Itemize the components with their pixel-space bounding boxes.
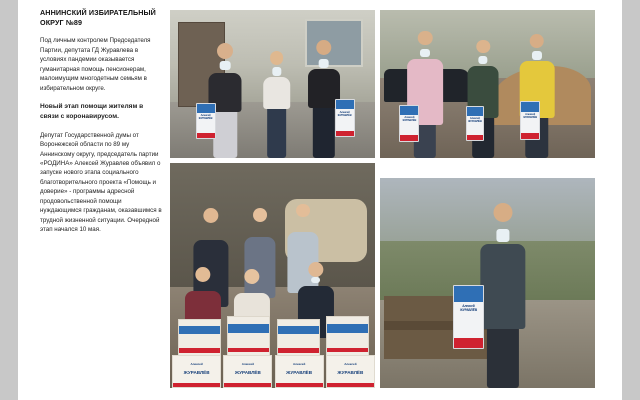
paragraph-body: Депутат Государственной думы от Воронежской области по 89 му Аннинскому округу, председатель партии «РОДИНА» Алексей Журавлев объявил о запуске нового этапа социального благотворительного проекта «Помощь и доверие» - программы адресной продовольственной помощи нуждающимся гражданам, оказавшимся в трудной жизненной ситуации. Очередной этап начался 10 мая. bbox=[40, 131, 162, 233]
photo1-person-middle-mask bbox=[272, 67, 281, 76]
photo2-person-middle-head bbox=[476, 40, 489, 53]
paragraph-intro: Под личным контролем Председателя Партии, депутата ГД Журавлева в условиях пандемии оказывается гуманитарная помощь пенсионерам, малоимущим многодетным семьям в избирательном округе. bbox=[40, 37, 151, 92]
food-package-box bbox=[277, 319, 320, 357]
page-content bbox=[40, 8, 600, 392]
photo2-person-left-mask bbox=[420, 49, 430, 58]
photo1-person-left-legs bbox=[214, 112, 237, 158]
photo1-person-left-mask bbox=[220, 61, 231, 70]
photo2-person-left-head bbox=[418, 31, 433, 46]
photo-three-volunteers-with-aid-bags bbox=[170, 10, 375, 158]
photo2-person-right-head bbox=[530, 34, 545, 49]
photo4-person-legs bbox=[486, 329, 518, 388]
photo2-person-left bbox=[397, 31, 453, 158]
branded-sack: Алексей ЖУРАВЛЁВ bbox=[172, 355, 221, 389]
page-title: АННИНСКИЙ ИЗБИРАТЕЛЬНЫЙ ОКРУГ №89 bbox=[40, 8, 156, 27]
photo2-person-middle bbox=[457, 40, 509, 158]
aid-bag: Алексей ЖУРАВЛЁВ bbox=[520, 101, 540, 140]
photo4-person-head bbox=[493, 203, 512, 222]
photo-family-with-food-packages bbox=[170, 163, 375, 388]
aid-bag: Алексей ЖУРАВЛЁВ bbox=[196, 103, 216, 140]
photo1-person-middle-legs bbox=[267, 109, 287, 158]
photo1-person-middle-head bbox=[270, 51, 284, 65]
photo2-person-middle-mask bbox=[479, 56, 488, 64]
food-package-box bbox=[326, 316, 369, 356]
photo2-person-right-mask bbox=[532, 51, 542, 60]
photo3-person-front-middle-head bbox=[244, 269, 259, 284]
photo3-person-front-right-head bbox=[308, 262, 323, 277]
photo3-person-back-right-head bbox=[296, 204, 310, 218]
text-column bbox=[40, 8, 162, 243]
photo3-person-front-right-mask bbox=[311, 277, 321, 283]
photo1-person-right-head bbox=[316, 40, 331, 55]
photo1-person-left-head bbox=[217, 43, 233, 59]
photo2-person-right bbox=[509, 34, 565, 158]
branded-sack: Алексей ЖУРАВЛЁВ bbox=[326, 355, 375, 389]
branded-sack: Алексей ЖУРАВЛЁВ bbox=[223, 355, 272, 389]
paragraph-subheading: Новый этап помощи жителям в связи с коронавирусом. bbox=[40, 102, 144, 120]
aid-bag: Алексей ЖУРАВЛЁВ bbox=[335, 99, 355, 138]
photo1-person-right-legs bbox=[313, 108, 335, 158]
photo1-person-right-mask bbox=[318, 59, 329, 68]
photo3-person-back-middle-head bbox=[253, 208, 267, 222]
photo1-person-middle-torso bbox=[263, 77, 291, 109]
photo1-person-middle bbox=[252, 51, 301, 158]
aid-bag: Алексей ЖУРАВЛЁВ bbox=[399, 105, 419, 143]
food-package-box bbox=[227, 316, 270, 356]
photo-three-residents-near-car bbox=[380, 10, 595, 158]
aid-bag: Алексей ЖУРАВЛЁВ bbox=[466, 106, 485, 141]
food-package-box bbox=[178, 319, 221, 357]
photo4-person-torso bbox=[480, 244, 525, 329]
branded-sack: Алексей ЖУРАВЛЁВ bbox=[275, 355, 324, 389]
photo1-person-right bbox=[297, 40, 350, 158]
document-page bbox=[18, 0, 622, 400]
photo4-person-mask bbox=[496, 229, 509, 242]
aid-bag: Алексей ЖУРАВЛЁВ bbox=[453, 285, 484, 350]
photo3-person-front-left-head bbox=[195, 267, 210, 282]
photo3-person-back-left-head bbox=[203, 208, 218, 223]
photo1-person-left bbox=[199, 43, 252, 158]
photo4-person-man bbox=[459, 203, 539, 388]
photo-man-with-aid-bag-on-bench bbox=[380, 178, 595, 388]
